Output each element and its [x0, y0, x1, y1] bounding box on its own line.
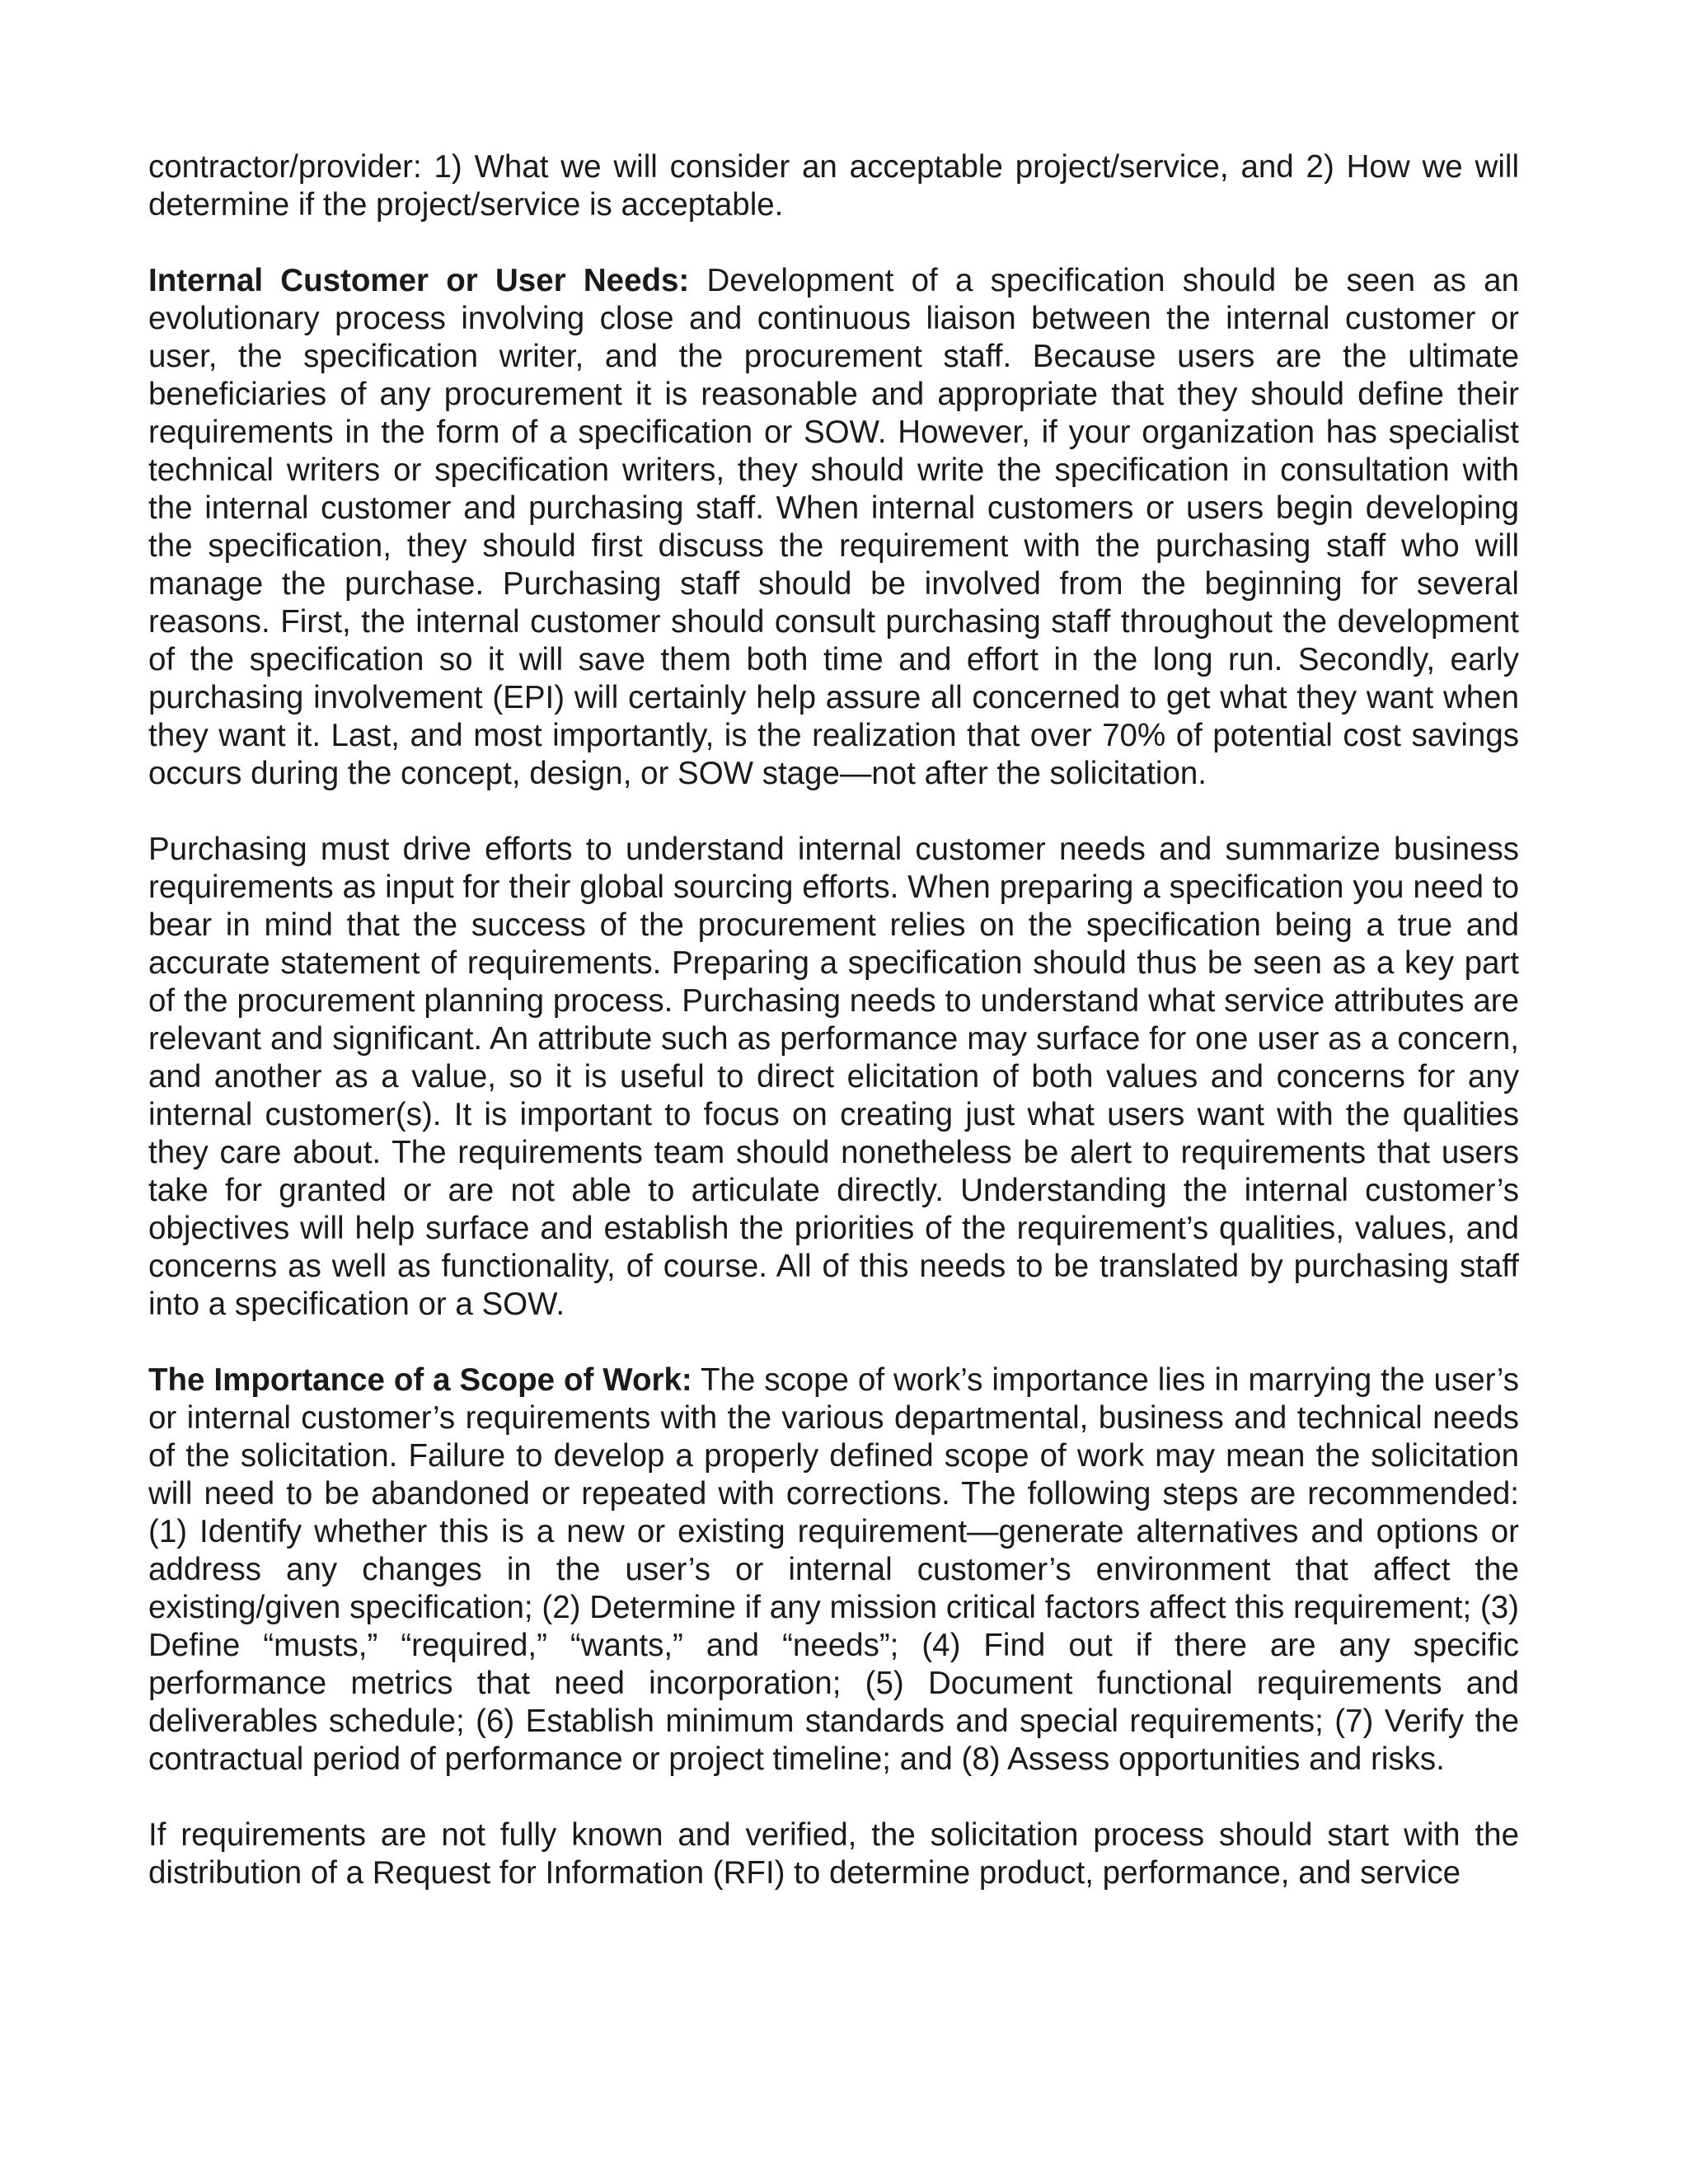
paragraph-rfi: [148, 1816, 1519, 1892]
paragraph-scope-of-work: [148, 1361, 1519, 1779]
paragraph-internal-customer-needs: [148, 262, 1519, 793]
paragraph-internal-customer-text: Development of a specification should be seen as an evolutionary process involving close and continuous liaison between the internal customer or user, the specification writer, and the procurement staff. Because users are the ultimate beneficiaries of any procurement it is reasonable and appropriate that they should define their requirements in the form of a specification or SOW. However, if your organization has specialist technical writers or specification writers, they should write the specification in consultation with the internal customer and purchasing staff. When internal customers or users begin developing the specification, they should first discuss the requirement with the purchasing staff who will manage the purchase. Purchasing staff should be involved from the beginning for several reasons. First, the internal customer should consult purchasing staff throughout the development of the specification so it will save them both time and effort in the long run. Secondly, early purchasing involvement (EPI) will certainly help assure all concerned to get what they want when they want it. Last, and most importantly, is the realization that over 70% of potential cost savings occurs during the concept, design, or SOW stage—not after the solicitation.: [148, 263, 1519, 791]
section-heading-internal-customer: Internal Customer or User Needs:: [148, 263, 690, 298]
section-heading-scope-of-work: The Importance of a Scope of Work:: [148, 1362, 692, 1398]
document-body: [148, 148, 1519, 1892]
paragraph-intro: [148, 148, 1519, 224]
paragraph-purchasing-efforts: [148, 831, 1519, 1324]
paragraph-purchasing-text: Purchasing must drive efforts to understand internal customer needs and summarize business requirements as input for their global sourcing efforts. When preparing a specification you need to bear in mind that the success of the procurement relies on the specification being a true and accurate statement of requirements. Preparing a specification should thus be seen as a key part of the procurement planning process. Purchasing needs to understand what service attributes are relevant and significant. An attribute such as performance may surface for one user as a concern, and another as a value, so it is useful to direct elicitation of both values and concerns for any internal customer(s). It is important to focus on creating just what users want with the qualities they care about. The requirements team should nonetheless be alert to requirements that users take for granted or are not able to articulate directly. Understanding the internal customer’s objectives will help surface and establish the priorities of the requirement’s qualities, values, and concerns as well as functionality, of course. All of this needs to be translated by purchasing staff into a specification or a SOW.: [148, 832, 1519, 1322]
paragraph-intro-text: contractor/provider: 1) What we will consider an acceptable project/service, and 2) How we will determine if the project/service is acceptable.: [148, 149, 1519, 223]
paragraph-rfi-text: If requirements are not fully known and verified, the solicitation process should start with the distribution of a Request for Information (RFI) to determine product, performance, and service: [148, 1817, 1519, 1891]
paragraph-scope-of-work-text: The scope of work’s importance lies in marrying the user’s or internal customer’s requirements with the various departmental, business and technical needs of the solicitation. Failure to develop a properly defined scope of work may mean the solicitation will need to be abandoned or repeated with corrections. The following steps are recommended: (1) Identify whether this is a new or existing requirement—generate alternatives and options or address any changes in the user’s or internal customer’s environment that affect the existing/given specification; (2) Determine if any mission critical factors affect this requirement; (3) Define “musts,” “required,” “wants,” and “needs”; (4) Find out if there are any specific performance metrics that need incorporation; (5) Document functional requirements and deliverables schedule; (6) Establish minimum standards and special requirements; (7) Verify the contractual period of performance or project timeline; and (8) Assess opportunities and risks.: [148, 1362, 1519, 1777]
